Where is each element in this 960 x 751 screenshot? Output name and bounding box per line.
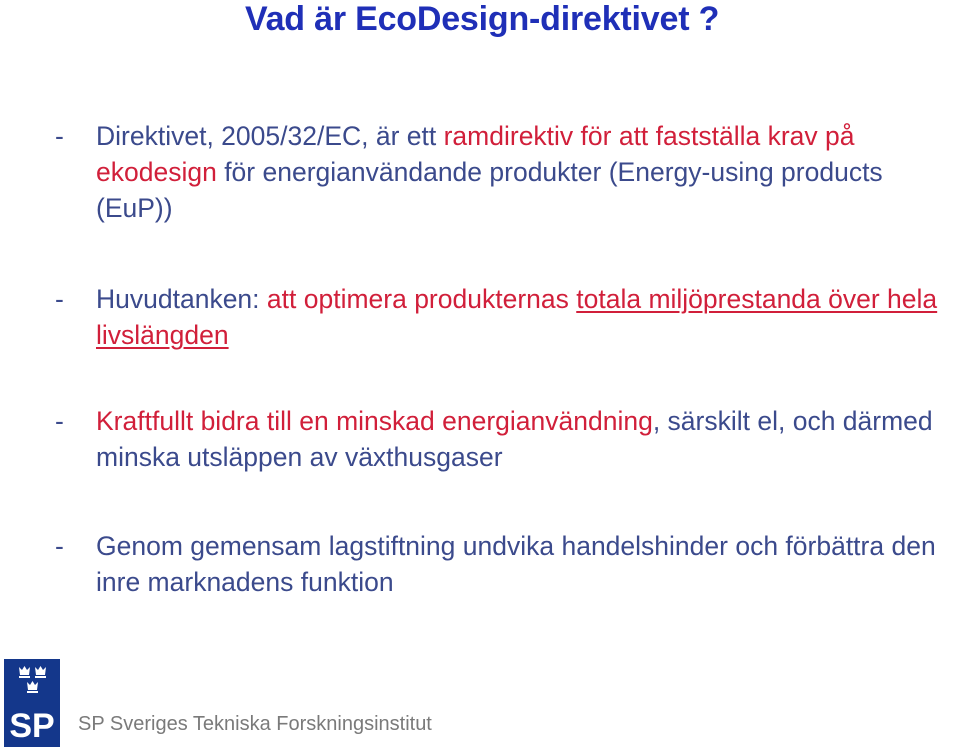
bullet-text bbox=[96, 118, 958, 226]
bullet-text bbox=[96, 281, 958, 353]
bullet-text-highlight: att optimera produkternas bbox=[266, 284, 577, 314]
bullet-text bbox=[96, 403, 958, 475]
bullet-dash: - bbox=[55, 121, 64, 151]
bullet-text-part: för energianvändande produkter (Energy-using products (EuP)) bbox=[96, 157, 883, 223]
slide-title: Vad är EcoDesign-direktivet ? bbox=[245, 0, 720, 38]
bullet-text-highlight-underlined: totala miljöprestanda över hela livslängden bbox=[96, 284, 938, 350]
bullet-text: Genom gemensam lagstiftning undvika handelshinder och förbättra den inre marknadens funktion bbox=[96, 531, 936, 597]
bullet-text-part: Huvudtanken: bbox=[96, 284, 267, 314]
bullet-dash: - bbox=[55, 406, 64, 436]
bullet-text-highlight: Kraftfullt bidra till en minskad energianvändning bbox=[96, 406, 653, 436]
bullet-dash: - bbox=[55, 531, 64, 561]
bullet-text-highlight: ramdirektiv för att fastställa krav på ekodesign bbox=[96, 121, 855, 187]
sp-logo bbox=[4, 659, 60, 747]
bullet-text-part: Direktivet, 2005/32/EC, är ett bbox=[96, 121, 444, 151]
organization-name: SP Sveriges Tekniska Forskningsinstitut bbox=[78, 713, 432, 735]
bullet-dash: - bbox=[55, 284, 64, 314]
crown-logo-icon bbox=[4, 659, 60, 747]
logo-text: SP bbox=[9, 707, 55, 745]
bullet-text-part: , särskilt el, och därmed minska utsläppen av växthusgaser bbox=[96, 406, 933, 472]
